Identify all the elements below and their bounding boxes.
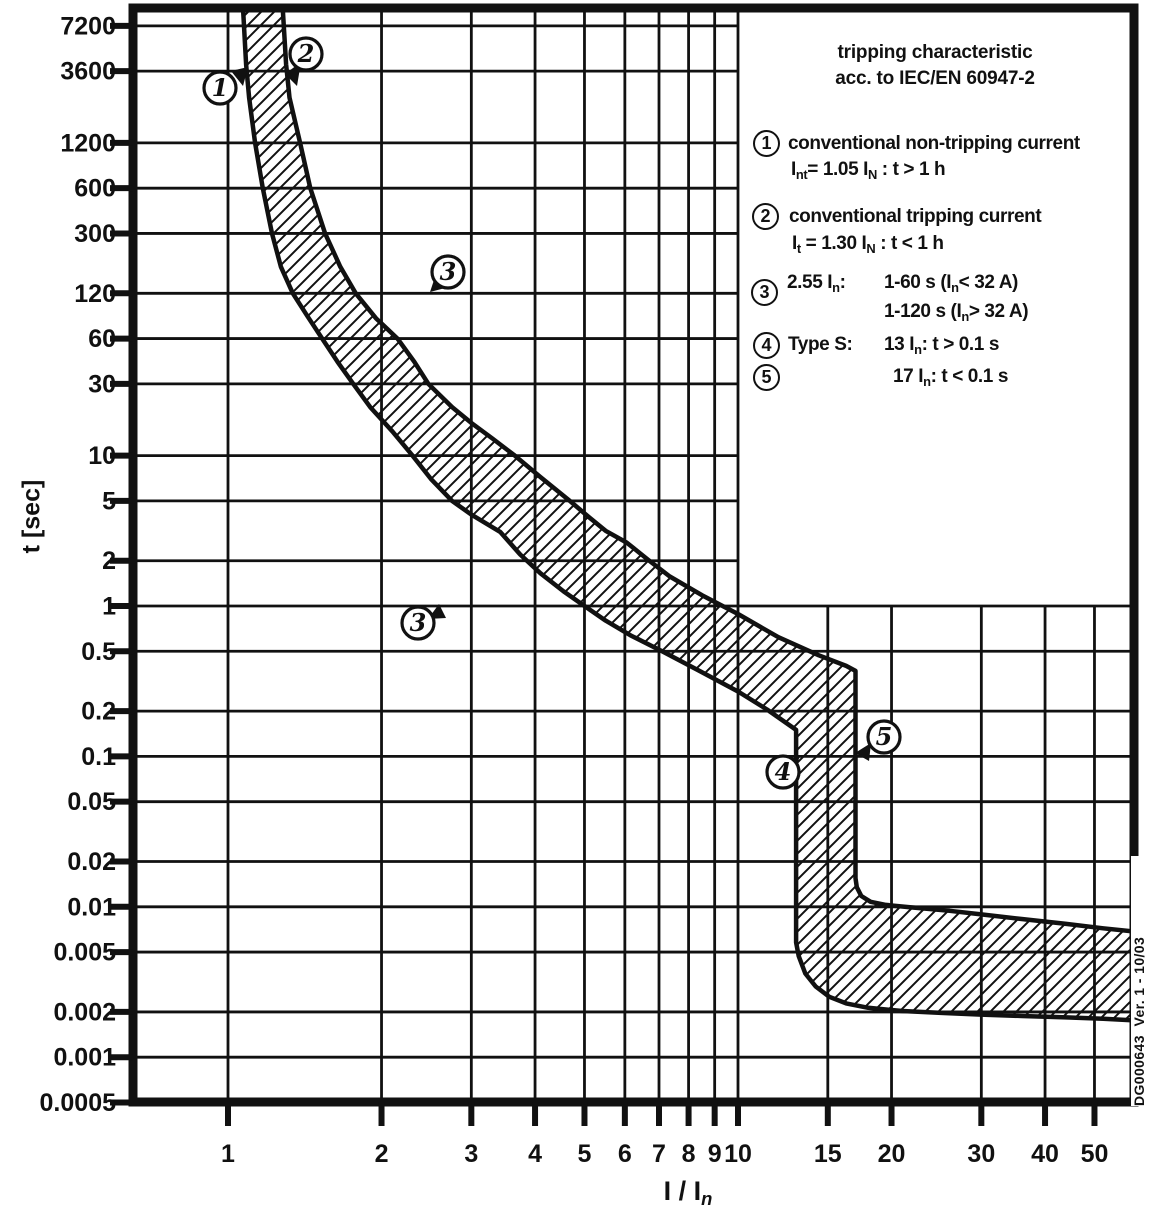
legend-item-3-range2: 1-120 s ($I_n> 32$ A) (884, 301, 1029, 324)
y-axis-tick-label: 0.0005 (39, 1088, 116, 1117)
annotation-number: 5 (875, 722, 893, 751)
chart-annotation-1 (204, 67, 248, 104)
x-axis-tick-label: 6 (617, 1140, 632, 1168)
y-axis-tick-label: 0.005 (53, 938, 116, 967)
y-axis-tick-label: 0.002 (53, 998, 116, 1027)
legend-item-2-number: 2 (752, 203, 779, 230)
x-axis-tick-label: 20 (877, 1140, 906, 1168)
annotation-number: 3 (409, 608, 427, 637)
y-axis-tick-label: 0.01 (67, 893, 116, 922)
x-axis-tick-label: 7 (652, 1140, 666, 1168)
y-axis-tick-label: 7200 (60, 12, 116, 41)
x-axis-tick-label: 9 (707, 1140, 722, 1168)
x-axis-tick-label: 5 (577, 1140, 592, 1168)
x-axis-tick-label: 10 (724, 1140, 752, 1168)
x-axis-tick-label: 30 (967, 1140, 996, 1168)
legend-item-3-range1: 1-60 s ($I_n< 32$ A) (884, 272, 1018, 295)
legend-item-5-formula: 17 $I_n$: t < 0.1 s (893, 366, 1009, 389)
legend-item-5-number: 5 (753, 364, 780, 391)
y-axis-tick-label: 60 (88, 325, 116, 354)
x-axis-tick-label: 4 (528, 1140, 543, 1168)
legend-item-4-formula: 13 $I_n$: t > 0.1 s (884, 334, 1000, 357)
y-axis-tick-label: 0.5 (81, 637, 116, 666)
y-axis-tick-label: 0.001 (53, 1043, 116, 1072)
legend-item-2-text: conventional tripping current (789, 206, 1042, 227)
x-axis-tick-label: 15 (813, 1140, 842, 1168)
y-axis-tick-label: 10 (88, 442, 116, 471)
y-axis-tick-label: 0.2 (81, 697, 116, 726)
y-axis-tick-label: 0.05 (67, 788, 116, 817)
x-axis-tick-label: 2 (374, 1140, 389, 1168)
legend-item-2-formula: $I_t = 1.30$ $I_N$ : t < 1 h (792, 233, 944, 256)
y-axis-tick-label: 5 (102, 487, 116, 516)
y-axis-title: t [sec] (17, 479, 46, 554)
y-axis-tick-label: 30 (88, 370, 116, 399)
tripping-band (243, 8, 1139, 1021)
y-axis-tick-label: 1200 (60, 129, 116, 158)
y-axis-tick-label: 600 (74, 174, 116, 203)
annotation-number: 3 (439, 257, 457, 286)
annotation-number: 4 (774, 757, 792, 786)
x-axis-tick-label: 3 (464, 1140, 479, 1168)
legend-item-4-number: 4 (753, 332, 780, 359)
y-axis-tick-label: 0.02 (67, 848, 116, 877)
legend-item-3-label: 2.55 $I_n$: (787, 272, 846, 295)
x-axis-tick-label: 1 (221, 1140, 235, 1168)
chart-annotation-3 (402, 604, 446, 639)
y-axis-tick-label: 1 (102, 592, 116, 621)
legend-title-line1: tripping characteristic (837, 42, 1033, 63)
legend-title-line2: acc. to IEC/EN 60947-2 (835, 68, 1035, 89)
legend-item-4-label: Type S: (788, 334, 853, 355)
chart-annotation-4 (767, 756, 800, 788)
legend-item-1-text: conventional non-tripping current (788, 133, 1080, 154)
x-axis-tick-label: 50 (1080, 1140, 1109, 1168)
chart-annotation-2 (285, 38, 322, 86)
y-axis-tick-label: 2 (102, 547, 116, 576)
annotation-number: 2 (297, 39, 315, 68)
tripping-band-outline (243, 8, 1139, 1021)
legend-item-1-number: 1 (753, 130, 780, 157)
legend-item-3-number: 3 (751, 279, 778, 306)
y-axis-tick-label: 120 (74, 279, 116, 308)
legend-item-1-formula: $I_{nt}= 1.05$ $I_N$ : t > 1 h (791, 159, 946, 182)
y-axis-tick-label: 3600 (60, 57, 116, 86)
annotation-number: 1 (211, 73, 229, 102)
x-axis-tick-label: 8 (681, 1140, 696, 1168)
x-axis-tick-label: 40 (1031, 1140, 1059, 1168)
document-number: DG000643 Ver. 1 - 10/03 (1131, 856, 1149, 1106)
y-axis-tick-label: 0.1 (81, 742, 116, 771)
y-axis-tick-label: 300 (74, 219, 116, 248)
x-axis-title: I / $I_n$ (663, 1176, 713, 1210)
chart-annotation-3 (430, 256, 464, 292)
